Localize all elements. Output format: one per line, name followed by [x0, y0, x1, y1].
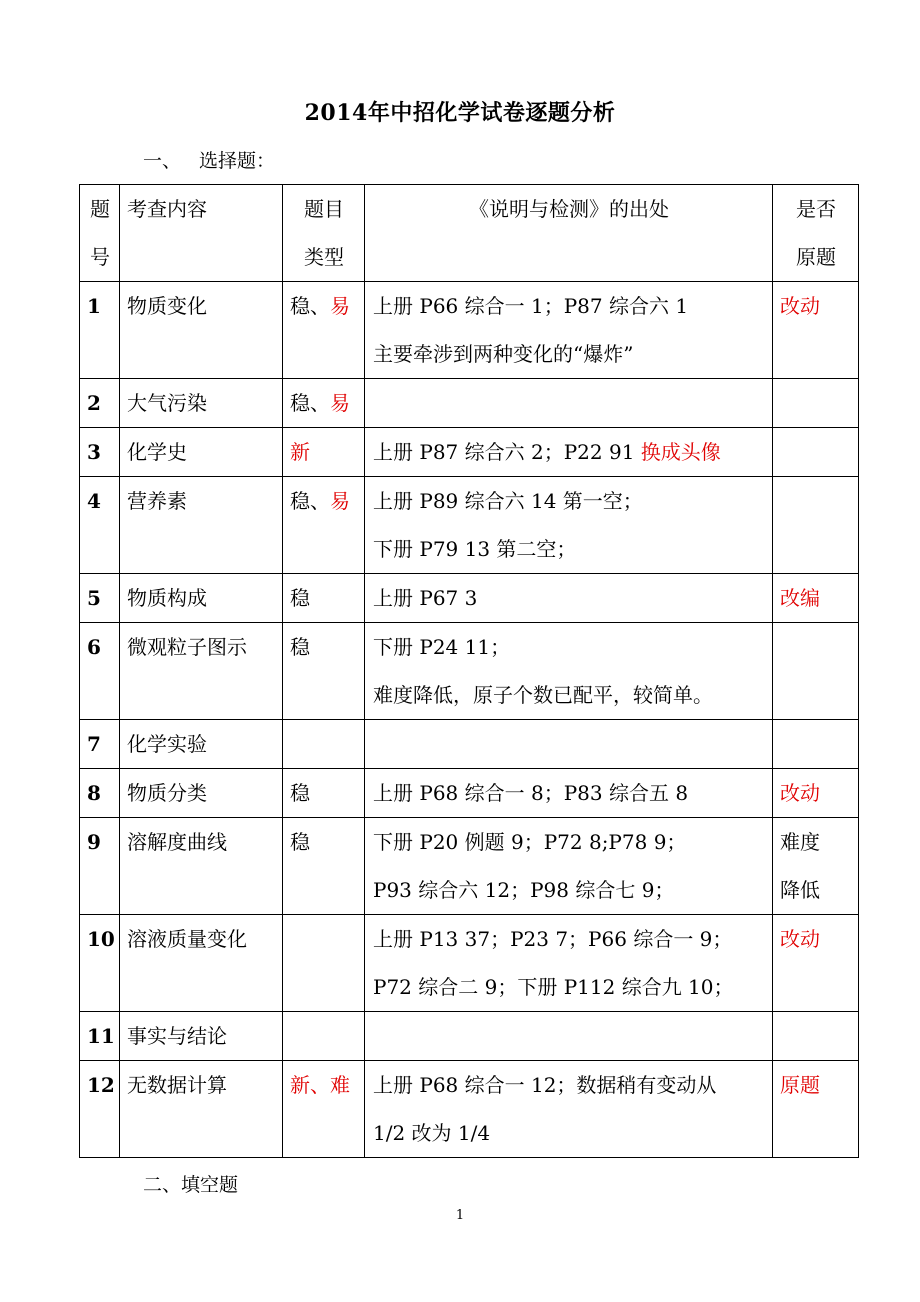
is-original: 原题 [773, 1061, 859, 1158]
table-row [80, 428, 859, 477]
question-number: 4 [80, 477, 120, 574]
is-original [773, 428, 859, 477]
table-row [80, 818, 859, 915]
question-type: 稳、易 [283, 282, 365, 379]
question-content: 化学实验 [120, 720, 283, 769]
table-header-row [80, 185, 859, 282]
question-content: 事实与结论 [120, 1012, 283, 1061]
question-type: 稳 [283, 818, 365, 915]
header-num: 题 号 [80, 185, 120, 282]
table-row [80, 1061, 859, 1158]
table-row [80, 769, 859, 818]
question-content: 物质变化 [120, 282, 283, 379]
is-original: 改编 [773, 574, 859, 623]
question-number: 3 [80, 428, 120, 477]
question-type [283, 1012, 365, 1061]
source-reference [365, 1012, 773, 1061]
header-type: 题目 类型 [283, 185, 365, 282]
question-type: 稳 [283, 769, 365, 818]
source-reference: 下册 P20 例题 9；P72 8;P78 9； P93 综合六 12；P98 综合七 9； [365, 818, 773, 915]
question-number: 2 [80, 379, 120, 428]
source-reference: 上册 P89 综合六 14 第一空； 下册 P79 13 第二空； [365, 477, 773, 574]
question-number: 1 [80, 282, 120, 379]
table-row [80, 623, 859, 720]
is-original: 改动 [773, 915, 859, 1012]
question-type: 新 [283, 428, 365, 477]
question-number: 11 [80, 1012, 120, 1061]
header-content: 考查内容 [120, 185, 283, 282]
question-number: 7 [80, 720, 120, 769]
question-type [283, 915, 365, 1012]
section-heading-choice [143, 146, 275, 173]
question-content: 物质分类 [120, 769, 283, 818]
is-original: 改动 [773, 769, 859, 818]
question-number: 5 [80, 574, 120, 623]
table-row [80, 477, 859, 574]
analysis-table [79, 184, 859, 1158]
question-type [283, 720, 365, 769]
document-title: 2014年中招化学试卷逐题分析 [304, 100, 616, 126]
source-reference: 上册 P13 37；P23 7；P66 综合一 9； P72 综合二 9；下册 P112 综合九 10； [365, 915, 773, 1012]
section-number: 一、 [143, 150, 182, 172]
question-type: 新、难 [283, 1061, 365, 1158]
question-content: 微观粒子图示 [120, 623, 283, 720]
source-reference: 上册 P87 综合六 2；P22 91 换成头像 [365, 428, 773, 477]
question-type: 稳 [283, 574, 365, 623]
question-content: 物质构成 [120, 574, 283, 623]
question-number: 9 [80, 818, 120, 915]
question-content: 溶液质量变化 [120, 915, 283, 1012]
question-type: 稳、易 [283, 379, 365, 428]
section-heading-fill: 二、填空题 [143, 1174, 239, 1196]
table-row [80, 574, 859, 623]
source-reference: 上册 P68 综合一 8；P83 综合五 8 [365, 769, 773, 818]
header-original: 是否 原题 [773, 185, 859, 282]
header-source: 《说明与检测》的出处 [365, 185, 773, 282]
is-original [773, 379, 859, 428]
table-row [80, 915, 859, 1012]
table-row [80, 720, 859, 769]
source-reference [365, 720, 773, 769]
question-content: 溶解度曲线 [120, 818, 283, 915]
question-number: 12 [80, 1061, 120, 1158]
source-reference: 下册 P24 11； 难度降低，原子个数已配平，较简单。 [365, 623, 773, 720]
source-reference: 上册 P68 综合一 12；数据稍有变动从 1/2 改为 1/4 [365, 1061, 773, 1158]
source-reference: 上册 P66 综合一 1；P87 综合六 1 主要牵涉到两种变化的“爆炸” [365, 282, 773, 379]
is-original [773, 720, 859, 769]
question-content: 营养素 [120, 477, 283, 574]
source-reference: 上册 P67 3 [365, 574, 773, 623]
question-type: 稳、易 [283, 477, 365, 574]
page-number: 1 [455, 1208, 465, 1223]
question-number: 6 [80, 623, 120, 720]
source-reference [365, 379, 773, 428]
is-original [773, 1012, 859, 1061]
table-row [80, 379, 859, 428]
is-original: 改动 [773, 282, 859, 379]
table-row [80, 282, 859, 379]
question-type: 稳 [283, 623, 365, 720]
section-label: 选择题： [199, 150, 276, 172]
question-content: 化学史 [120, 428, 283, 477]
question-content: 大气污染 [120, 379, 283, 428]
question-content: 无数据计算 [120, 1061, 283, 1158]
question-number: 10 [80, 915, 120, 1012]
question-number: 8 [80, 769, 120, 818]
is-original: 难度降低 [773, 818, 859, 915]
is-original [773, 623, 859, 720]
table-row [80, 1012, 859, 1061]
is-original [773, 477, 859, 574]
